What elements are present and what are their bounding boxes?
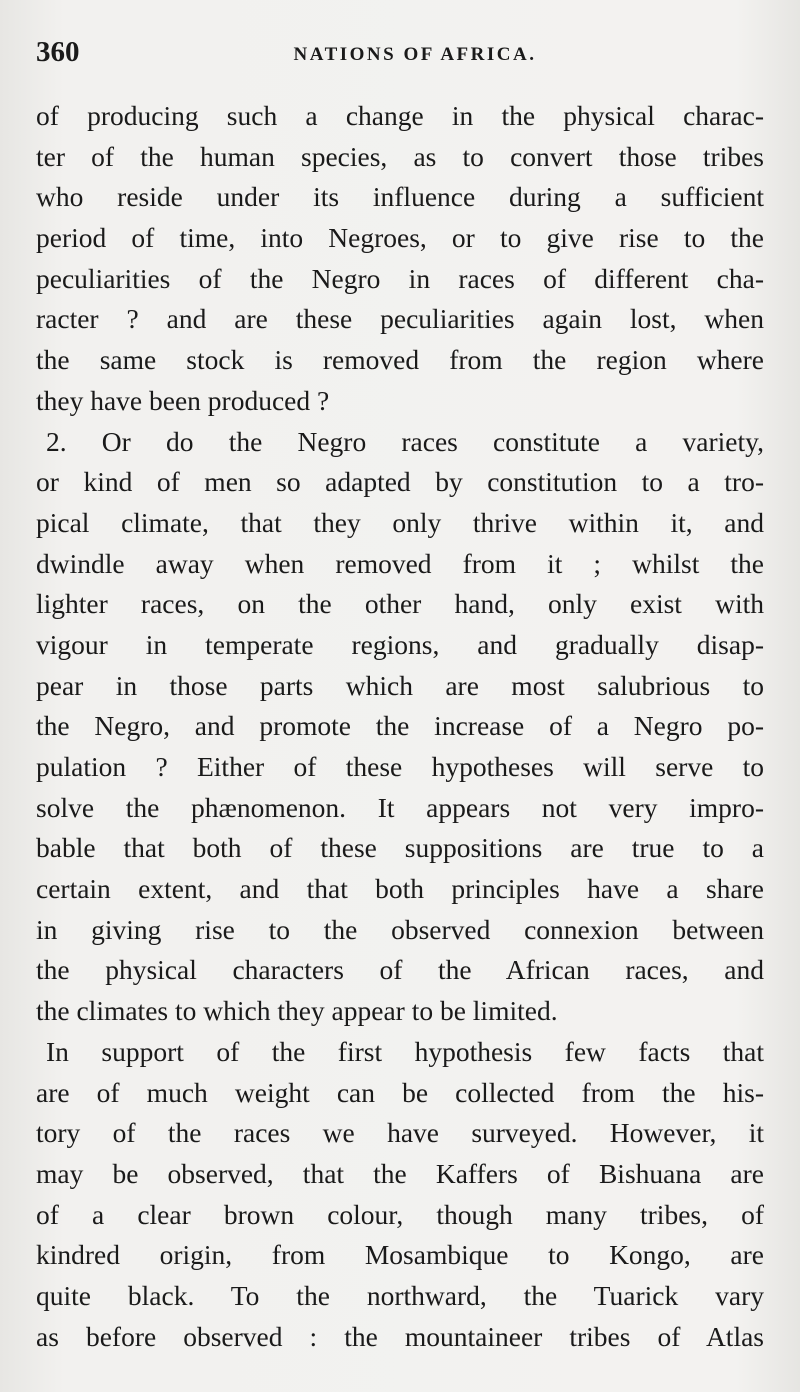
text-line: solve the phænomenon. It appears not very impro-: [36, 791, 764, 823]
text-line: bable that both of these suppositions are true to a: [36, 832, 764, 864]
page-header: [36, 36, 764, 76]
text-line: they have been produced ?: [36, 384, 330, 416]
text-line: of a clear brown colour, though many tribes, of: [36, 1198, 764, 1230]
text-line: peculiarities of the Negro in races of different cha-: [36, 262, 764, 294]
body-text: [36, 96, 764, 1357]
text-line: are of much weight can be collected from the his-: [36, 1076, 764, 1108]
text-line: dwindle away when removed from it ; whilst the: [36, 547, 764, 579]
text-line: may be observed, that the Kaffers of Bishuana are: [36, 1157, 764, 1189]
paragraph-start-line: 2. Or do the Negro races constitute a variety,: [46, 425, 764, 457]
text-line: certain extent, and that both principles have a share: [36, 873, 764, 905]
text-line: pical climate, that they only thrive within it, and: [36, 506, 764, 538]
text-line: lighter races, on the other hand, only exist with: [36, 588, 764, 620]
text-line: the physical characters of the African races, and: [36, 954, 764, 986]
text-line: or kind of men so adapted by constitution to a tro-: [36, 466, 764, 498]
text-line: in giving rise to the observed connexion between: [36, 913, 764, 945]
text-line: period of time, into Negroes, or to give rise to the: [36, 222, 764, 254]
text-line: of producing such a change in the physical charac-: [36, 100, 764, 131]
text-line: kindred origin, from Mosambique to Kongo, are: [36, 1239, 764, 1271]
paragraph-start-line: In support of the first hypothesis few facts that: [46, 1035, 764, 1067]
text-line: the climates to which they appear to be limited.: [36, 995, 558, 1027]
text-line: pulation ? Either of these hypotheses will serve to: [36, 751, 764, 782]
page-number: 360: [36, 36, 80, 68]
text-line: racter ? and are these peculiarities again lost, when: [36, 303, 764, 335]
text-line: pear in those parts which are most salubrious to: [36, 669, 764, 701]
text-line: the Negro, and promote the increase of a Negro po-: [36, 710, 764, 742]
text-line: quite black. To the northward, the Tuarick vary: [36, 1279, 764, 1311]
text-line: tory of the races we have surveyed. However, it: [36, 1117, 764, 1149]
text-line: the same stock is removed from the region where: [36, 344, 764, 376]
text-line: who reside under its influence during a sufficient: [36, 181, 764, 213]
running-title: NATIONS OF AFRICA.: [293, 44, 537, 65]
text-line: ter of the human species, as to convert those tribes: [36, 140, 764, 172]
text-line: vigour in temperate regions, and gradually disap-: [36, 628, 764, 660]
text-line: as before observed : the mountaineer tribes of Atlas: [36, 1320, 764, 1352]
